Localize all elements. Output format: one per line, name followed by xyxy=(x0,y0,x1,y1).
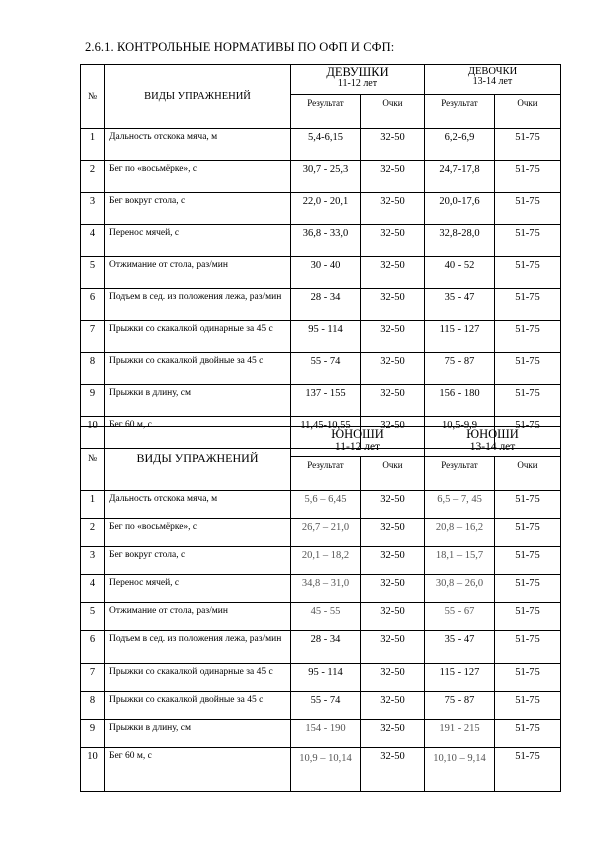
result-value: 6,2-6,9 xyxy=(425,129,495,161)
result-value: 75 - 87 xyxy=(425,692,495,720)
result-value: 75 - 87 xyxy=(425,353,495,385)
result-value: 28 - 34 xyxy=(291,289,361,321)
group-age: 13-14 лет xyxy=(472,76,513,88)
points-value: 51-75 xyxy=(495,748,561,792)
points-value: 51-75 xyxy=(495,603,561,631)
result-value: 30,7 - 25,3 xyxy=(291,161,361,193)
points-value: 51-75 xyxy=(495,321,561,353)
exercise-name: Прыжки в длину, см xyxy=(105,385,291,417)
row-number: 4 xyxy=(81,575,105,603)
points-column-header: Очки xyxy=(361,457,425,491)
table-row xyxy=(81,664,561,692)
table-row xyxy=(81,519,561,547)
result-value: 55 - 74 xyxy=(291,353,361,385)
exercise-name: Бег вокруг стола, с xyxy=(105,193,291,225)
page-heading: 2.6.1. КОНТРОЛЬНЫЕ НОРМАТИВЫ ПО ОФП И СФП: xyxy=(85,40,395,54)
points-value: 51-75 xyxy=(495,631,561,664)
table-row xyxy=(81,193,561,225)
exercise-name: Бег вокруг стола, с xyxy=(105,547,291,575)
table-row xyxy=(81,575,561,603)
result-value: 5,6 – 6,45 xyxy=(291,491,361,519)
result-value: 137 - 155 xyxy=(291,385,361,417)
row-number: 6 xyxy=(81,631,105,664)
points-value: 51-75 xyxy=(495,257,561,289)
exercise-name: Дальность отскока мяча, м xyxy=(105,491,291,519)
exercise-name: Бег 60 м, с xyxy=(105,417,291,449)
row-number: 5 xyxy=(81,257,105,289)
points-value: 51-75 xyxy=(495,385,561,417)
row-number: 3 xyxy=(81,193,105,225)
points-value: 51-75 xyxy=(495,491,561,519)
exercise-column-header: ВИДЫ УПРАЖНЕНИЙ xyxy=(105,65,291,129)
points-value: 32-50 xyxy=(361,603,425,631)
table-row xyxy=(81,547,561,575)
points-value: 51-75 xyxy=(495,129,561,161)
points-value: 32-50 xyxy=(361,631,425,664)
result-value: 22,0 - 20,1 xyxy=(291,193,361,225)
row-number: 7 xyxy=(81,664,105,692)
points-value: 51-75 xyxy=(495,547,561,575)
exercise-name: Перенос мячей, с xyxy=(105,575,291,603)
result-value: 154 - 190 xyxy=(291,720,361,748)
result-value: 156 - 180 xyxy=(425,385,495,417)
table-row xyxy=(81,603,561,631)
row-number: 2 xyxy=(81,519,105,547)
exercise-name: Дальность отскока мяча, м xyxy=(105,129,291,161)
result-value: 191 - 215 xyxy=(425,720,495,748)
result-value: 55 - 67 xyxy=(425,603,495,631)
result-value: 45 - 55 xyxy=(291,603,361,631)
table-row xyxy=(81,129,561,161)
result-column-header: Результат xyxy=(425,457,495,491)
exercise-name: Прыжки в длину, см xyxy=(105,720,291,748)
points-value: 32-50 xyxy=(361,129,425,161)
result-value: 20,1 – 18,2 xyxy=(291,547,361,575)
points-value: 32-50 xyxy=(361,720,425,748)
group-age: 13-14 лет xyxy=(469,441,516,454)
table-row xyxy=(81,289,561,321)
exercise-name: Подъем в сед. из положения лежа, раз/мин xyxy=(105,631,291,664)
points-value: 32-50 xyxy=(361,491,425,519)
result-value: 28 - 34 xyxy=(291,631,361,664)
table-row xyxy=(81,748,561,792)
result-value: 24,7-17,8 xyxy=(425,161,495,193)
table-row xyxy=(81,491,561,519)
points-value: 32-50 xyxy=(361,193,425,225)
points-value: 51-75 xyxy=(495,417,561,449)
table-row xyxy=(81,720,561,748)
points-value: 32-50 xyxy=(361,353,425,385)
result-value: 35 - 47 xyxy=(425,631,495,664)
group-header xyxy=(291,427,425,457)
points-value: 51-75 xyxy=(495,664,561,692)
points-column-header: Очки xyxy=(361,95,425,129)
row-number: 6 xyxy=(81,289,105,321)
group-title: ЮНОШИ xyxy=(466,427,519,441)
points-value: 32-50 xyxy=(361,385,425,417)
row-number: 9 xyxy=(81,385,105,417)
exercise-name: Отжимание от стола, раз/мин xyxy=(105,603,291,631)
points-value: 32-50 xyxy=(361,748,425,792)
result-value: 18,1 – 15,7 xyxy=(425,547,495,575)
row-number: 1 xyxy=(81,491,105,519)
exercise-name: Бег 60 м, с xyxy=(105,748,291,792)
table-row xyxy=(81,353,561,385)
result-value: 10,5-9,9 xyxy=(425,417,495,449)
table-row xyxy=(81,257,561,289)
result-value: 20,0-17,6 xyxy=(425,193,495,225)
result-value: 6,5 – 7, 45 xyxy=(425,491,495,519)
row-number: 2 xyxy=(81,161,105,193)
result-value: 36,8 - 33,0 xyxy=(291,225,361,257)
row-number: 4 xyxy=(81,225,105,257)
exercise-name: Бег по «восьмёрке», с xyxy=(105,519,291,547)
table-row xyxy=(81,385,561,417)
points-column-header: Очки xyxy=(495,457,561,491)
row-number: 9 xyxy=(81,720,105,748)
points-value: 32-50 xyxy=(361,257,425,289)
table-row xyxy=(81,225,561,257)
result-value: 34,8 – 31,0 xyxy=(291,575,361,603)
row-number: 3 xyxy=(81,547,105,575)
result-value: 10,10 – 9,14 xyxy=(425,748,495,792)
result-value: 32,8-28,0 xyxy=(425,225,495,257)
exercise-name: Прыжки со скакалкой одинарные за 45 с xyxy=(105,321,291,353)
number-column-header: № xyxy=(81,427,105,491)
exercise-name: Прыжки со скакалкой одинарные за 45 с xyxy=(105,664,291,692)
points-value: 51-75 xyxy=(495,289,561,321)
result-value: 55 - 74 xyxy=(291,692,361,720)
result-value: 95 - 114 xyxy=(291,664,361,692)
result-value: 5,4-6,15 xyxy=(291,129,361,161)
row-number: 5 xyxy=(81,603,105,631)
exercise-name: Отжимание от стола, раз/мин xyxy=(105,257,291,289)
group-title: ДЕВОЧКИ xyxy=(467,66,518,77)
points-value: 51-75 xyxy=(495,225,561,257)
points-value: 32-50 xyxy=(361,547,425,575)
group-header xyxy=(425,427,561,457)
points-value: 51-75 xyxy=(495,193,561,225)
result-value: 35 - 47 xyxy=(425,289,495,321)
points-value: 51-75 xyxy=(495,720,561,748)
exercise-name: Бег по «восьмёрке», с xyxy=(105,161,291,193)
group-title: ЮНОШИ xyxy=(331,427,384,441)
exercise-name: Подъем в сед. из положения лежа, раз/мин xyxy=(105,289,291,321)
result-column-header: Результат xyxy=(291,457,361,491)
points-value: 32-50 xyxy=(361,575,425,603)
result-value: 95 - 114 xyxy=(291,321,361,353)
points-column-header: Очки xyxy=(495,95,561,129)
group-header xyxy=(425,65,561,95)
exercise-name: Перенос мячей, с xyxy=(105,225,291,257)
points-value: 51-75 xyxy=(495,519,561,547)
points-value: 51-75 xyxy=(495,692,561,720)
points-value: 32-50 xyxy=(361,321,425,353)
result-value: 11,45-10,55 xyxy=(291,417,361,449)
row-number: 8 xyxy=(81,353,105,385)
group-header xyxy=(291,65,425,95)
result-value: 20,8 – 16,2 xyxy=(425,519,495,547)
points-value: 32-50 xyxy=(361,519,425,547)
points-value: 51-75 xyxy=(495,353,561,385)
group-age: 11-12 лет xyxy=(334,441,381,454)
table-row xyxy=(81,161,561,193)
result-value: 26,7 – 21,0 xyxy=(291,519,361,547)
table-row xyxy=(81,321,561,353)
exercise-name: Прыжки со скакалкой двойные за 45 с xyxy=(105,353,291,385)
points-value: 32-50 xyxy=(361,664,425,692)
result-value: 30,8 – 26,0 xyxy=(425,575,495,603)
result-value: 40 - 52 xyxy=(425,257,495,289)
group-title: ДЕВУШКИ xyxy=(326,65,389,79)
result-value: 115 - 127 xyxy=(425,664,495,692)
row-number: 8 xyxy=(81,692,105,720)
norms-table-girls xyxy=(80,64,561,449)
result-value: 30 - 40 xyxy=(291,257,361,289)
points-value: 32-50 xyxy=(361,417,425,449)
result-value: 115 - 127 xyxy=(425,321,495,353)
points-value: 32-50 xyxy=(361,692,425,720)
table-row xyxy=(81,631,561,664)
points-value: 32-50 xyxy=(361,161,425,193)
points-value: 32-50 xyxy=(361,225,425,257)
points-value: 51-75 xyxy=(495,161,561,193)
number-column-header: № xyxy=(81,65,105,129)
points-value: 32-50 xyxy=(361,289,425,321)
exercise-column-header: ВИДЫ УПРАЖНЕНИЙ xyxy=(105,427,291,491)
result-column-header: Результат xyxy=(291,95,361,129)
row-number: 7 xyxy=(81,321,105,353)
norms-table-boys xyxy=(80,426,561,792)
row-number: 10 xyxy=(81,748,105,792)
exercise-name: Прыжки со скакалкой двойные за 45 с xyxy=(105,692,291,720)
result-column-header: Результат xyxy=(425,95,495,129)
points-value: 51-75 xyxy=(495,575,561,603)
table-row xyxy=(81,692,561,720)
row-number: 1 xyxy=(81,129,105,161)
group-age: 11-12 лет xyxy=(337,78,378,90)
result-value: 10,9 – 10,14 xyxy=(291,748,361,792)
row-number: 10 xyxy=(81,417,105,449)
